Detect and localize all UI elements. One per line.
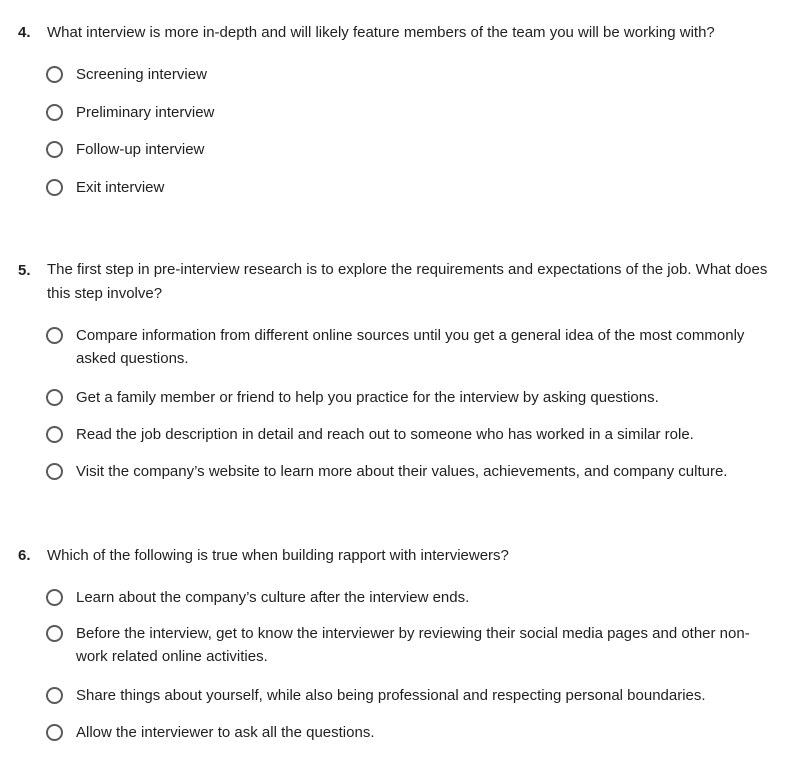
question-number: 6. <box>18 547 31 564</box>
question-number: 4. <box>18 24 31 41</box>
option-label: Read the job description in detail and reach out to someone who has worked in a similar role. <box>76 426 694 443</box>
option-label: Visit the company’s website to learn more about their values, achievements, and company culture. <box>76 463 728 480</box>
option-label: Exit interview <box>76 179 165 196</box>
radio-button[interactable] <box>46 589 63 606</box>
option-label: Allow the interviewer to ask all the questions. <box>76 724 375 741</box>
radio-button[interactable] <box>46 426 63 443</box>
radio-button[interactable] <box>46 66 63 83</box>
radio-button[interactable] <box>46 104 63 121</box>
radio-button[interactable] <box>46 463 63 480</box>
option-label: Preliminary interview <box>76 104 215 121</box>
option-label: Follow-up interview <box>76 141 205 158</box>
radio-button[interactable] <box>46 724 63 741</box>
radio-button[interactable] <box>46 179 63 196</box>
option-label: Before the interview, get to know the interviewer by reviewing their social media pages and other non-work related online activities. <box>76 625 750 665</box>
radio-button[interactable] <box>46 625 63 642</box>
radio-button[interactable] <box>46 141 63 158</box>
radio-button[interactable] <box>46 389 63 406</box>
option-label: Screening interview <box>76 66 207 83</box>
option-label: Compare information from different online sources until you get a general idea of the most commonly asked questions. <box>76 327 745 367</box>
option-label: Share things about yourself, while also being professional and respecting personal boundaries. <box>76 687 706 704</box>
option-label: Get a family member or friend to help you practice for the interview by asking questions. <box>76 389 659 406</box>
question-number: 5. <box>18 262 31 279</box>
option-label: Learn about the company’s culture after the interview ends. <box>76 589 470 606</box>
radio-button[interactable] <box>46 327 63 344</box>
radio-button[interactable] <box>46 687 63 704</box>
question-text: What interview is more in-depth and will likely feature members of the team you will be working with? <box>47 24 715 41</box>
question-text: Which of the following is true when building rapport with interviewers? <box>47 547 509 564</box>
question-text: The first step in pre-interview research is to explore the requirements and expectations of the job. What does this step involve? <box>47 261 768 302</box>
